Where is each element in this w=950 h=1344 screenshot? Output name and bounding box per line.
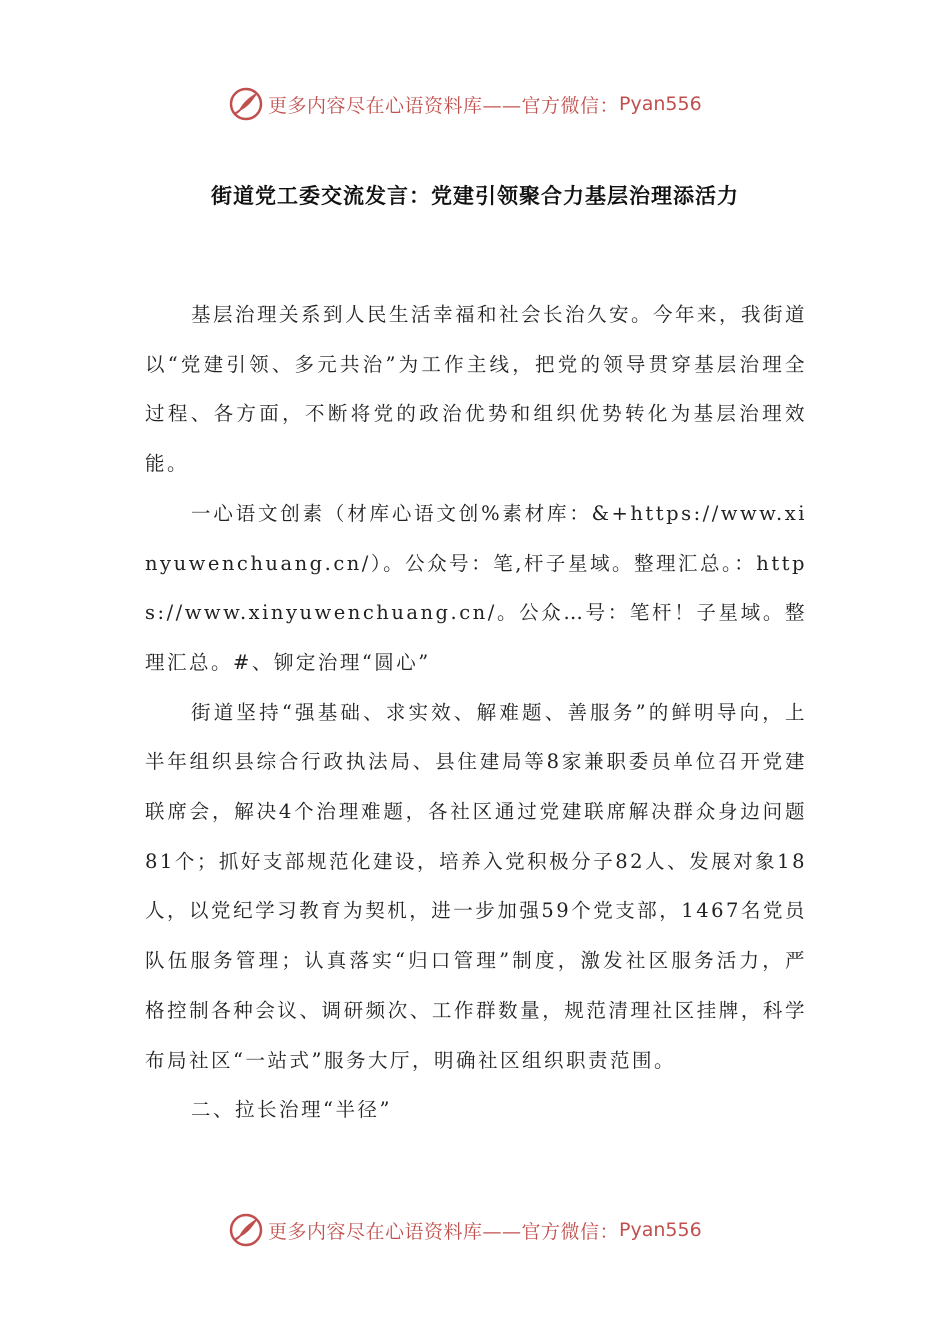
paragraph-intro: 基层治理关系到人民生活幸福和社会长治久安。今年来，我街道以“党建引领、多元共治”为工作主线，把党的领导贯穿基层治理全过程、各方面，不断将党的政治优势和组织优势转化为基层治理效能。	[145, 303, 808, 476]
quill-logo-icon	[228, 86, 264, 122]
section-heading: 二、拉长治理“半径”	[191, 1098, 392, 1122]
document-body	[145, 290, 807, 1135]
banner-text: 更多内容尽在心语资料库——官方微信：	[268, 1220, 620, 1243]
paragraph-section-one: 一心语文创素（材库心语文创%素材库：&+https://www.xinyuwenchuang.cn/）。公众号：笔,杆子星域。整理汇总。：https://www.xinyuwenchuang.cn/。公众…号：笔杆！子星域。整理汇总。#、铆定治理“圆心”	[145, 501, 807, 674]
banner-wechat-id: Pyan556	[619, 1219, 702, 1241]
banner-wechat-id: Pyan556	[619, 93, 702, 115]
banner-text: 更多内容尽在心语资料库——官方微信：	[268, 94, 620, 117]
header-banner	[0, 82, 950, 126]
paragraph-details: 街道坚持“强基础、求实效、解难题、善服务”的鲜明导向，上半年组织县综合行政执法局、县住建局等8家兼职委员单位召开党建联席会，解决4个治理难题，各社区通过党建联席解决群众身边问题81个；抓好支部规范化建设，培养入党积极分子82人、发展对象18人，以党纪学习教育为契机，进一步加强59个党支部，1467名党员队伍服务管理；认真落实“归口管理”制度，激发社区服务活力，严格控制各种会议、调研频次、工作群数量，规范清理社区挂牌，科学布局社区“一站式”服务大厅，明确社区组织职责范围。	[145, 700, 807, 1072]
document-title: 街道党工委交流发言：党建引领聚合力基层治理添活力	[211, 184, 739, 208]
footer-banner	[0, 1208, 950, 1252]
quill-logo-icon	[228, 1212, 264, 1248]
